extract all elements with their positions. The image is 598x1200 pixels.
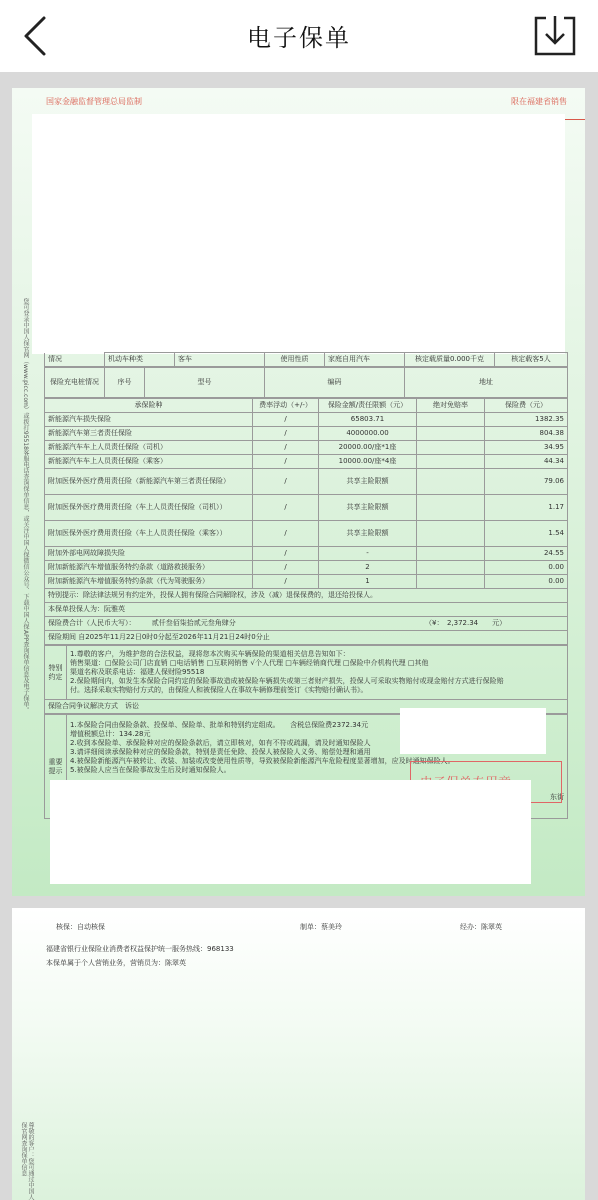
coverage-name: 新能源汽车第三者责任保险 (45, 427, 253, 441)
coverage-table (44, 398, 568, 589)
underwriter: 核保：自动核保 (56, 923, 105, 931)
vehicle-table (44, 352, 568, 367)
coverage-row (45, 427, 568, 441)
important-line: 4.被保险新能源汽车被转让、改装、加装或改变使用性质等，导致被保险新能源汽车危险程度显著增加，应及时通知保险人。 (70, 757, 455, 765)
charging-col-model: 型号 (145, 368, 265, 398)
important-line: 2.收到本保险单、承保险种对应的保险条款后，请立即核对，如有不符或疏漏，请及时通知保险人 (70, 739, 371, 747)
coverage-float: / (253, 561, 319, 575)
coverage-name: 附加新能源汽车增值服务特约条款（代为驾驶服务） (45, 575, 253, 589)
coverage-float: / (253, 441, 319, 455)
special-terms-content (67, 646, 568, 700)
address-fragment: 东街 (550, 793, 564, 801)
important-line: 5.被保险人应当在保险事故发生后及时通知保险人。 (70, 766, 231, 774)
premium-total-number: （¥： 2,372.34 元） (425, 619, 507, 627)
header-rule (565, 119, 585, 120)
coverage-float: / (253, 469, 319, 495)
coverage-row (45, 455, 568, 469)
coverage-amount: 65803.71 (319, 413, 417, 427)
vehicle-load-label: 核定载质量0.000千克 (405, 353, 495, 367)
download-icon (532, 14, 578, 58)
coverage-deductible (417, 455, 485, 469)
coverage-premium: 1382.35 (485, 413, 568, 427)
coverage-row (45, 547, 568, 561)
coverage-row (45, 413, 568, 427)
charging-table (44, 367, 568, 398)
policy-page-1 (12, 88, 585, 896)
coverage-header-float: 费率浮动（+/-） (253, 399, 319, 413)
coverage-deductible (417, 547, 485, 561)
download-button[interactable] (532, 14, 578, 58)
premium-total-row (44, 617, 568, 631)
charging-col-no: 序号 (105, 368, 145, 398)
coverage-row (45, 561, 568, 575)
coverage-float: / (253, 521, 319, 547)
special-line: 1.尊敬的客户，为维护您的合法权益，现将您本次购买车辆保险的渠道相关信息告知如下： (70, 650, 350, 658)
coverage-premium: 24.55 (485, 547, 568, 561)
coverage-amount: 1 (319, 575, 417, 589)
coverage-amount: 10000.00/座*4座 (319, 455, 417, 469)
supervisor-header: 国家金融监督管理总局监制 (46, 97, 142, 106)
coverage-name: 新能源汽车车上人员责任保险（司机） (45, 441, 253, 455)
vehicle-kind-label: 机动车种类 (105, 353, 175, 367)
coverage-premium: 44.34 (485, 455, 568, 469)
vehicle-row-label: 情况 (45, 353, 105, 367)
coverage-deductible (417, 413, 485, 427)
special-terms-label: 特别约定 (45, 646, 67, 700)
special-line: 渠道名称及联系电话：福建人保财险95518 (70, 668, 205, 676)
redacted-block-bottom (50, 780, 531, 884)
coverage-premium: 1.17 (485, 495, 568, 521)
coverage-name: 附加外部电网故障损失险 (45, 547, 253, 561)
coverage-premium: 0.00 (485, 561, 568, 575)
special-tip: 特别提示：除法律法规另有约定外，投保人拥有保险合同解除权，涉及（减）退保保费的，退还给投保人。 (44, 589, 568, 603)
region-header: 限在福建省销售 (511, 97, 567, 106)
agent-note: 本保单属于个人营销业务，营销员为：陈翠英 (46, 959, 186, 967)
coverage-row (45, 469, 568, 495)
coverage-float: / (253, 547, 319, 561)
coverage-amount: - (319, 547, 417, 561)
coverage-premium: 34.95 (485, 441, 568, 455)
coverage-row (45, 495, 568, 521)
important-line: 3.请详细阅读承保险种对应的保险条款，特别是责任免除、投保人被保险人义务、赔偿处理和通用 (70, 748, 371, 756)
coverage-row (45, 575, 568, 589)
special-terms-table (44, 645, 568, 700)
coverage-header-amount: 保险金额/责任限额（元） (319, 399, 417, 413)
coverage-header-premium: 保险费（元） (485, 399, 568, 413)
coverage-amount: 共享主险限额 (319, 469, 417, 495)
coverage-name: 附加医保外医疗费用责任险（车上人员责任保险（乘客）） (45, 521, 253, 547)
vehicle-seats-label: 核定载客5人 (495, 353, 568, 367)
premium-total-words: 贰仟叁佰柒拾贰元叁角肆分 (151, 619, 236, 627)
coverage-amount: 20000.00/座*1座 (319, 441, 417, 455)
coverage-name: 附加医保外医疗费用责任险（车上人员责任保险（司机）） (45, 495, 253, 521)
redacted-block-top (32, 114, 565, 354)
coverage-name: 附加医保外医疗费用责任险（新能源汽车第三者责任保险） (45, 469, 253, 495)
vehicle-use-value: 家庭自用汽车 (325, 353, 405, 367)
applicant-line: 本保单投保人为：阮雅英 (44, 603, 568, 617)
vehicle-use-label: 使用性质 (265, 353, 325, 367)
side-note-2: 尊敬的客户：您可通过中国人保官网查询保单信息 (20, 1122, 34, 1200)
coverage-float: / (253, 495, 319, 521)
policy-period: 保险期间 自2025年11月22日0时0分起至2026年11月21日24时0分止 (44, 631, 568, 645)
document-maker: 制单：蔡美玲 (300, 923, 342, 931)
coverage-float: / (253, 575, 319, 589)
important-line: 增值税额总计：134.28元 (70, 730, 151, 738)
page-title: 电子保单 (247, 24, 351, 52)
coverage-header-deductible: 绝对免赔率 (417, 399, 485, 413)
coverage-premium: 79.06 (485, 469, 568, 495)
coverage-float: / (253, 427, 319, 441)
coverage-name: 新能源汽车损失保险 (45, 413, 253, 427)
coverage-deductible (417, 441, 485, 455)
coverage-premium: 0.00 (485, 575, 568, 589)
policy-page-2 (12, 908, 585, 1200)
coverage-deductible (417, 521, 485, 547)
coverage-deductible (417, 469, 485, 495)
coverage-header-name: 承保险种 (45, 399, 253, 413)
coverage-name: 新能源汽车车上人员责任保险（乘客） (45, 455, 253, 469)
vehicle-kind-value: 客车 (175, 353, 265, 367)
app-bar (0, 0, 598, 72)
important-notes-label: 重要提示 (45, 715, 67, 819)
coverage-amount: 共享主险限额 (319, 495, 417, 521)
coverage-premium: 804.38 (485, 427, 568, 441)
coverage-row (45, 521, 568, 547)
important-line: 1.本保险合同由保险条款、投保单、保险单、批单和特别约定组成。 含税总保险费2372.34元 (70, 721, 369, 729)
consumer-hotline: 福建省银行业保险业消费者权益保护统一服务热线：968133 (46, 945, 234, 953)
coverage-row (45, 441, 568, 455)
coverage-deductible (417, 495, 485, 521)
coverage-float: / (253, 413, 319, 427)
dispute-method: 保险合同争议解决方式 诉讼 (44, 700, 568, 714)
coverage-deductible (417, 561, 485, 575)
coverage-float: / (253, 455, 319, 469)
redacted-block-seal (400, 708, 546, 754)
coverage-name: 附加新能源汽车增值服务特约条款（道路救援服务） (45, 561, 253, 575)
special-line: 2.保险期间内，如发生本保险合同约定的保险事故造成被保险车辆损失或第三者财产损失，投保人可采取实物赔付或现金赔付方式进行保险赔 (70, 677, 504, 685)
premium-total-label: 保险费合计（人民币大写）： (48, 619, 136, 627)
coverage-amount: 2 (319, 561, 417, 575)
special-line: 销售渠道：□保险公司门店直销 □电话销售 □互联网销售 √个人代理 □车辆经销商代理 □保险中介机构代理 □其他 (70, 659, 429, 667)
coverage-deductible (417, 575, 485, 589)
special-line: 付。选择采取实物赔付方式的，由保险人和被保险人在事故车辆修理前签订《实物赔付确认书》。 (70, 686, 368, 694)
charging-col-address: 地址 (405, 368, 568, 398)
coverage-amount: 4000000.00 (319, 427, 417, 441)
side-note: 您可登录中国人保官网（www.picc.com）或拨打95518客服电话查询保单信息，或关注中国人保微信公众号、下载中国人保APP查询保单信息及电子保单。 (22, 298, 29, 714)
coverage-premium: 1.54 (485, 521, 568, 547)
charging-col-code: 编码 (265, 368, 405, 398)
handler: 经办：陈翠英 (460, 923, 502, 931)
charging-label: 保险充电桩情况 (45, 368, 105, 398)
coverage-deductible (417, 427, 485, 441)
coverage-amount: 共享主险限额 (319, 521, 417, 547)
